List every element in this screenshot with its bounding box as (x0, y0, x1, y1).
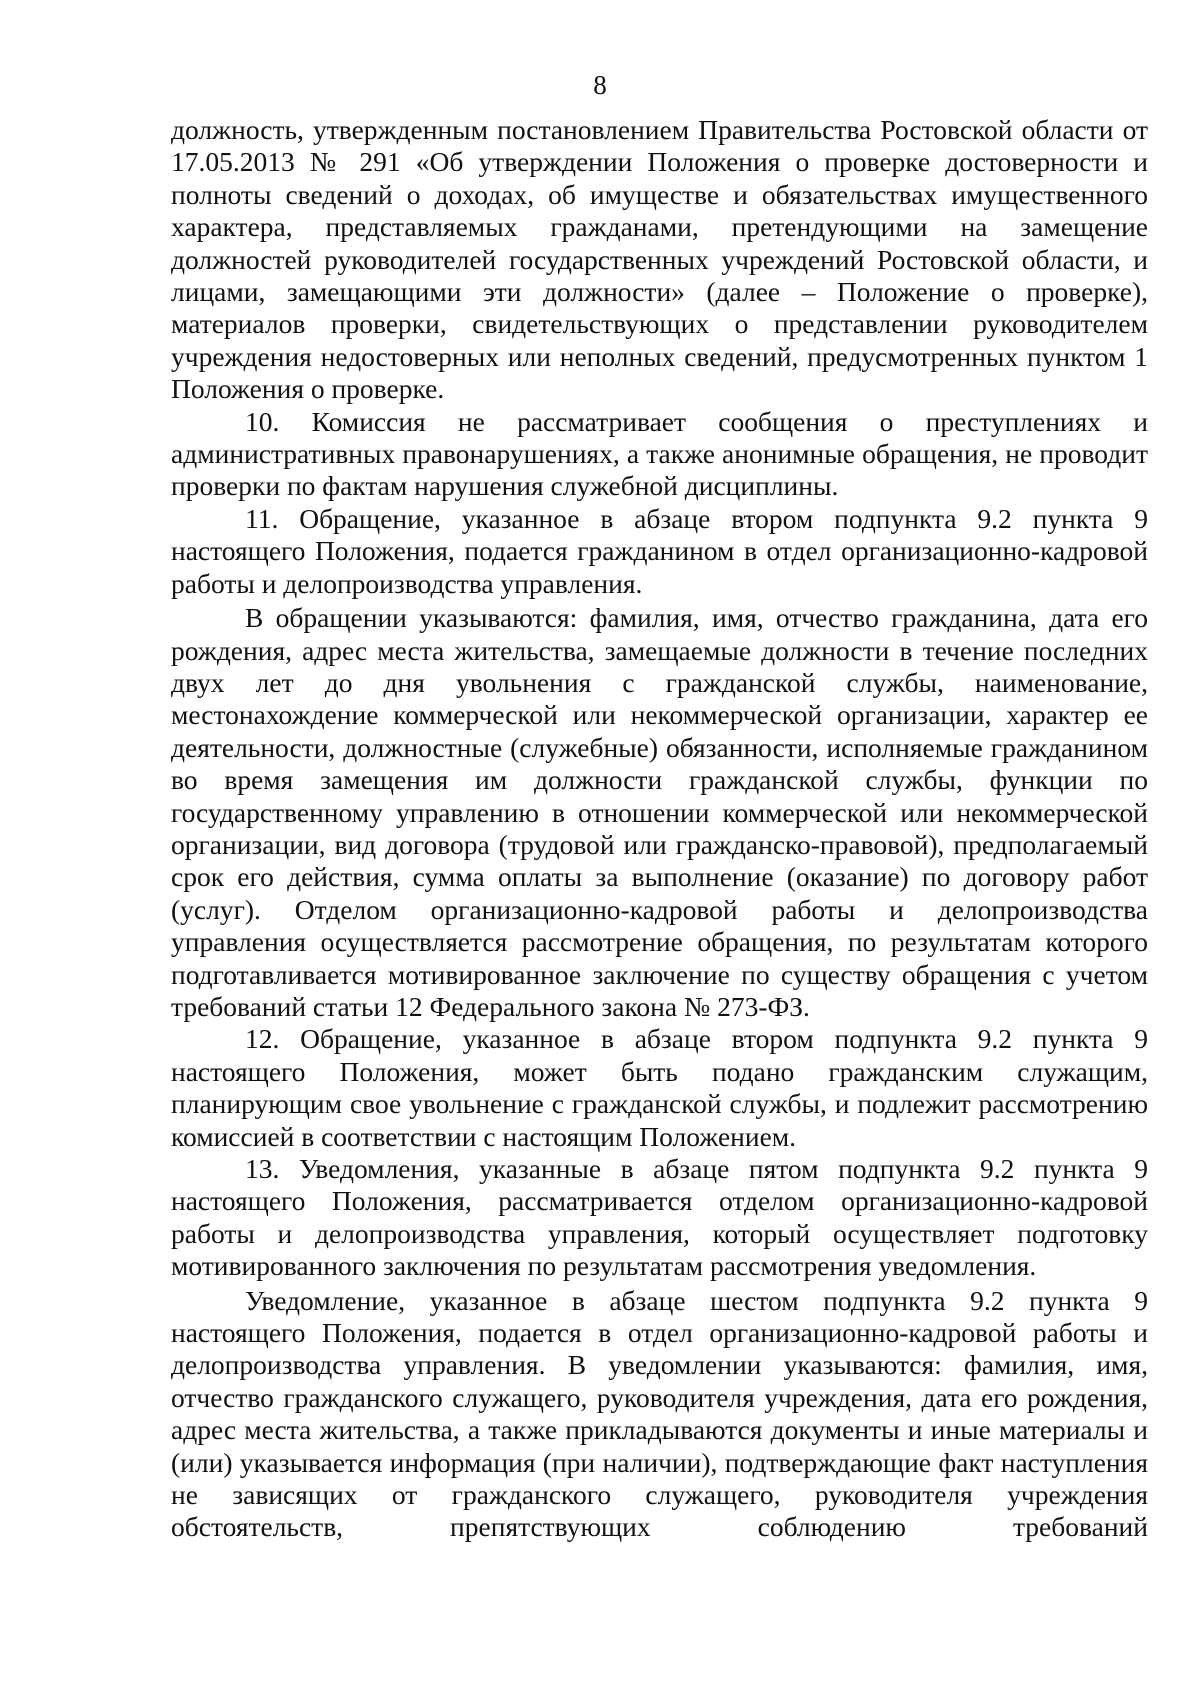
paragraph-item-11: 11. Обращение, указанное в абзаце втором подпункта 9.2 пункта 9 настоящего Положения, подается гражданином в отдел организационно-кадровой работы и делопроизводства управления. (171, 502, 1148, 599)
paragraph-item-13: 13. Уведомления, указанные в абзаце пятом подпункта 9.2 пункта 9 настоящего Положения, рассматривается отделом организационно-кадровой работы и делопроизводства управления, который осуществляет подготовку мотивированного заключения по результатам рассмотрения уведомления. (171, 1153, 1148, 1282)
paragraph-item-12: 12. Обращение, указанное в абзаце втором подпункта 9.2 пункта 9 настоящего Положения, может быть подано гражданским служащим, планирующим свое увольнение с гражданской службы, и подлежит рассмотрению комиссией в соответствии с настоящим Положением. (171, 1023, 1148, 1152)
paragraph-item-10: 10. Комиссия не рассматривает сообщения о преступлениях и административных правонарушениях, а также анонимные обращения, не проводит проверки по фактам нарушения служебной дисциплины. (171, 405, 1148, 502)
paragraph-continuation: должность, утвержденным постановлением Правительства Ростовской области от 17.05.2013 № 291 «Об утверждении Положения о проверке достоверности и полноты сведений о доходах, об имуществе и обязательствах имущественного характера, представляемых гражданами, претендующими на замещение должностей руководителей государственных учреждений Ростовской области, и лицами, замещающими эти должности» (далее – Положение о проверке), материалов проверки, свидетельствующих о представлении руководителем учреждения недостоверных или неполных сведений, предусмотренных пунктом 1 Положения о проверке. (171, 114, 1148, 405)
paragraph-appeal-contents: В обращении указываются: фамилия, имя, отчество гражданина, дата его рождения, адрес места жительства, замещаемые должности в течение последних двух лет до дня увольнения с гражданской службы, наименование, местонахождение коммерческой или некоммерческой организации, характер ее деятельности, должностные (служебные) обязанности, исполняемые гражданином во время замещения им должности гражданской службы, функции по государственному управлению в отношении коммерческой или некоммерческой организации, вид договора (трудовой или гражданско-правовой), предполагаемый срок его действия, сумма оплаты за выполнение (оказание) по договору работ (услуг). Отделом организационно-кадровой работы и делопроизводства управления осуществляется рассмотрение обращения, по результатам которого подготавливается мотивированное заключение по существу обращения с учетом требований статьи 12 Федерального закона № 273-ФЗ. (171, 602, 1148, 1022)
document-body (171, 114, 1148, 1544)
page-number: 8 (593, 70, 607, 100)
paragraph-notification: Уведомление, указанное в абзаце шестом подпункта 9.2 пункта 9 настоящего Положения, подается в отдел организационно-кадровой работы и делопроизводства управления. В уведомлении указываются: фамилия, имя, отчество гражданского служащего, руководителя учреждения, дата его рождения, адрес места жительства, а также прикладываются документы и иные материалы и (или) указывается информация (при наличии), подтверждающие факт наступления не зависящих от гражданского служащего, руководителя учреждения обстоятельств, препятствующих соблюдению требований (171, 1284, 1148, 1543)
